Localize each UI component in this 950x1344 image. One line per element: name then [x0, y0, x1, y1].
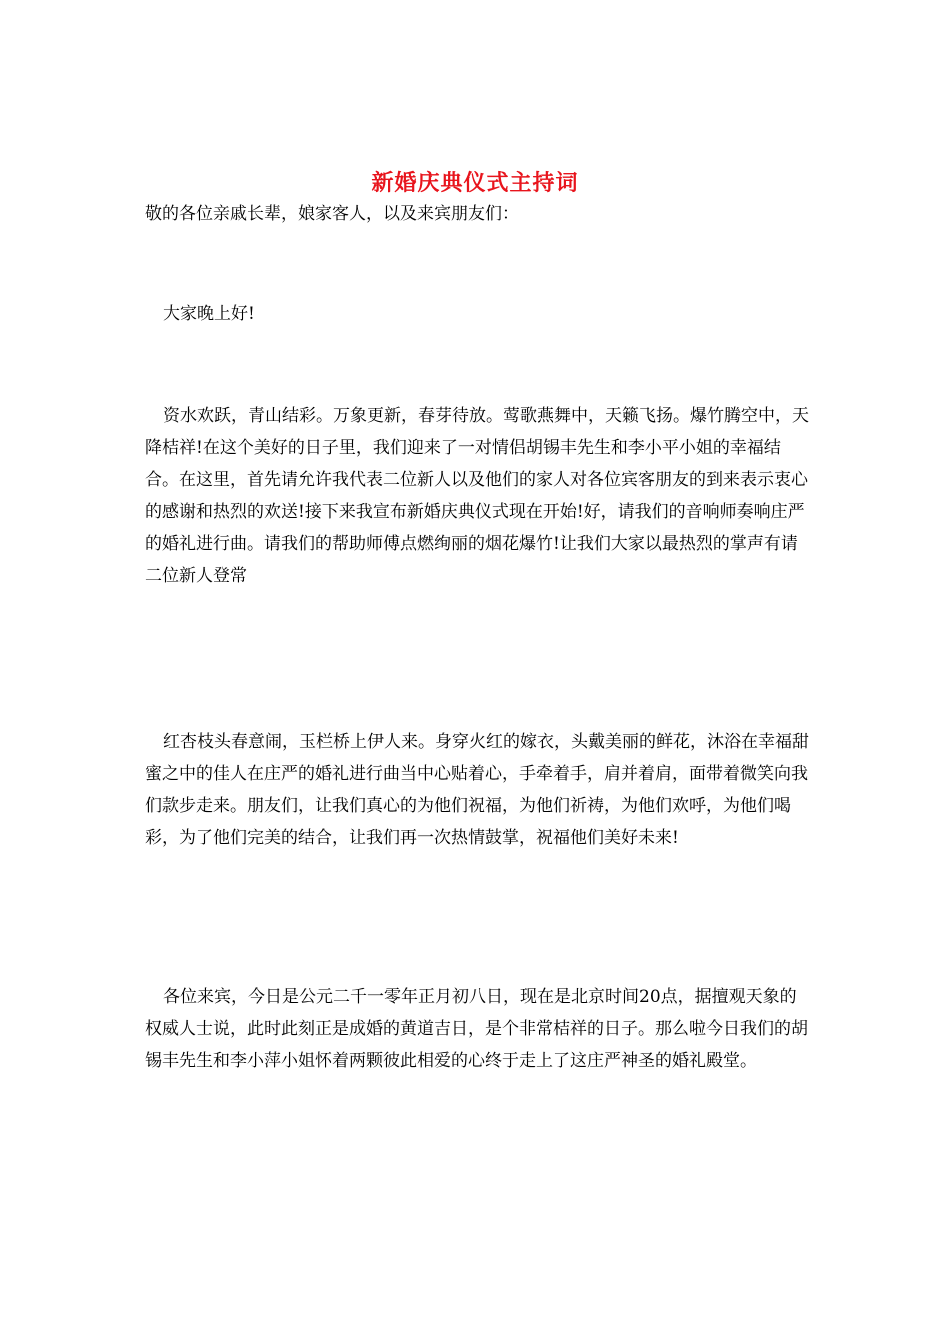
- body-paragraph-bride-entrance: 红杏枝头春意闹，玉栏桥上伊人来。身穿火红的嫁衣，头戴美丽的鲜花，沐浴在幸福甜蜜之中的佳人在庄严的婚礼进行曲当中心贴着心，手牵着手，肩并着肩，面带着微笑向我们款步走来。朋友们，让我们真心的为他们祝福，为他们祈祷，为他们欢呼，为他们喝彩，为了他们完美的结合，让我们再一次热情鼓掌，祝福他们美好未来!: [145, 732, 809, 848]
- greeting-paragraph: 大家晚上好!: [163, 304, 255, 324]
- document-title: 新婚庆典仪式主持词: [371, 169, 579, 196]
- body-paragraph-auspicious-time: 各位来宾，今日是公元二千一零年正月初八日，现在是北京时间20点，据擅观天象的权威人士说，此时此刻正是成婚的黄道吉日，是个非常桔祥的日子。那么啦今日我们的胡锡丰先生和李小萍小姐怀着两颗彼此相爱的心终于走上了这庄严神圣的婚礼殿堂。: [145, 987, 808, 1071]
- body-paragraph-opening: 资水欢跃，青山结彩。万象更新，春芽待放。莺歌燕舞中，天籁飞扬。爆竹腾空中，天降桔祥!在这个美好的日子里，我们迎来了一对情侣胡锡丰先生和李小平小姐的幸福结合。在这里，首先请允许我代表二位新人以及他们的家人对各位宾客朋友的到来表示衷心的感谢和热烈的欢送!接下来我宣布新婚庆典仪式现在开始!好，请我们的音响师奏响庄严的婚礼进行曲。请我们的帮助师傅点燃绚丽的烟花爆竹!让我们大家以最热烈的掌声有请二位新人登常: [145, 406, 809, 586]
- salutation-paragraph: 敬的各位亲戚长辈，娘家客人，以及来宾朋友们：: [145, 204, 519, 224]
